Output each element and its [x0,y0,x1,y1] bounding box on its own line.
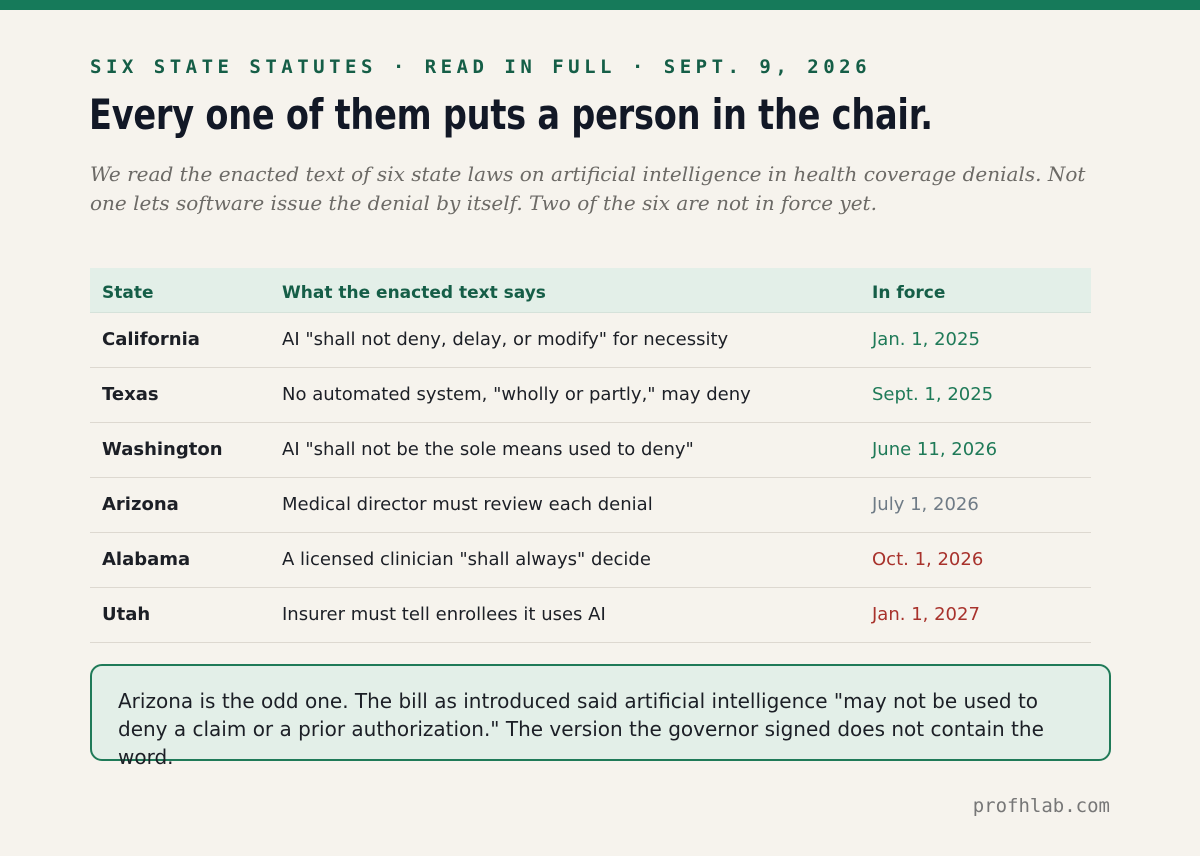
table-row [90,587,1091,642]
in-force-date: July 1, 2026 [860,477,1091,532]
enacted-text: AI "shall not be the sole means used to deny" [270,422,860,477]
enacted-text: Medical director must review each denial [270,477,860,532]
table-row [90,312,1091,367]
column-header-text: What the enacted text says [270,268,860,312]
state-name: Arizona [90,477,270,532]
kicker: SIX STATE STATUTES · READ IN FULL · SEPT. 9, 2026 [90,56,872,78]
headline: Every one of them puts a person in the chair. [89,90,933,139]
state-name: California [90,312,270,367]
statutes-table [90,268,1091,643]
site-credit: profhlab.com [972,795,1110,817]
column-header-state: State [90,268,270,312]
arizona-callout [90,664,1111,769]
state-name: Texas [90,367,270,422]
enacted-text: AI "shall not deny, delay, or modify" for necessity [270,312,860,367]
enacted-text: A licensed clinician "shall always" decide [270,532,860,587]
in-force-date: June 11, 2026 [860,422,1091,477]
in-force-date: Jan. 1, 2025 [860,312,1091,367]
top-accent-bar [0,0,1200,10]
table-header-row [90,268,1091,312]
state-name: Washington [90,422,270,477]
callout-text: Arizona is the odd one. The bill as introduced said artificial intelligence "may not be used to deny a claim or a prior authorization." The version the governor signed does not contain the word. [118,689,1044,769]
table-row [90,422,1091,477]
column-header-in-force: In force [860,268,1091,312]
enacted-text: Insurer must tell enrollees it uses AI [270,587,860,642]
enacted-text: No automated system, "wholly or partly," may deny [270,367,860,422]
state-name: Utah [90,587,270,642]
table-row [90,532,1091,587]
state-name: Alabama [90,532,270,587]
in-force-date: Oct. 1, 2026 [860,532,1091,587]
in-force-date: Sept. 1, 2025 [860,367,1091,422]
in-force-date: Jan. 1, 2027 [860,587,1091,642]
dek: We read the enacted text of six state laws on artificial intelligence in health coverage denials. Not one lets software issue the denial by itself. Two of the six are not in force yet. [90,162,1086,215]
table-row [90,367,1091,422]
table-row [90,477,1091,532]
